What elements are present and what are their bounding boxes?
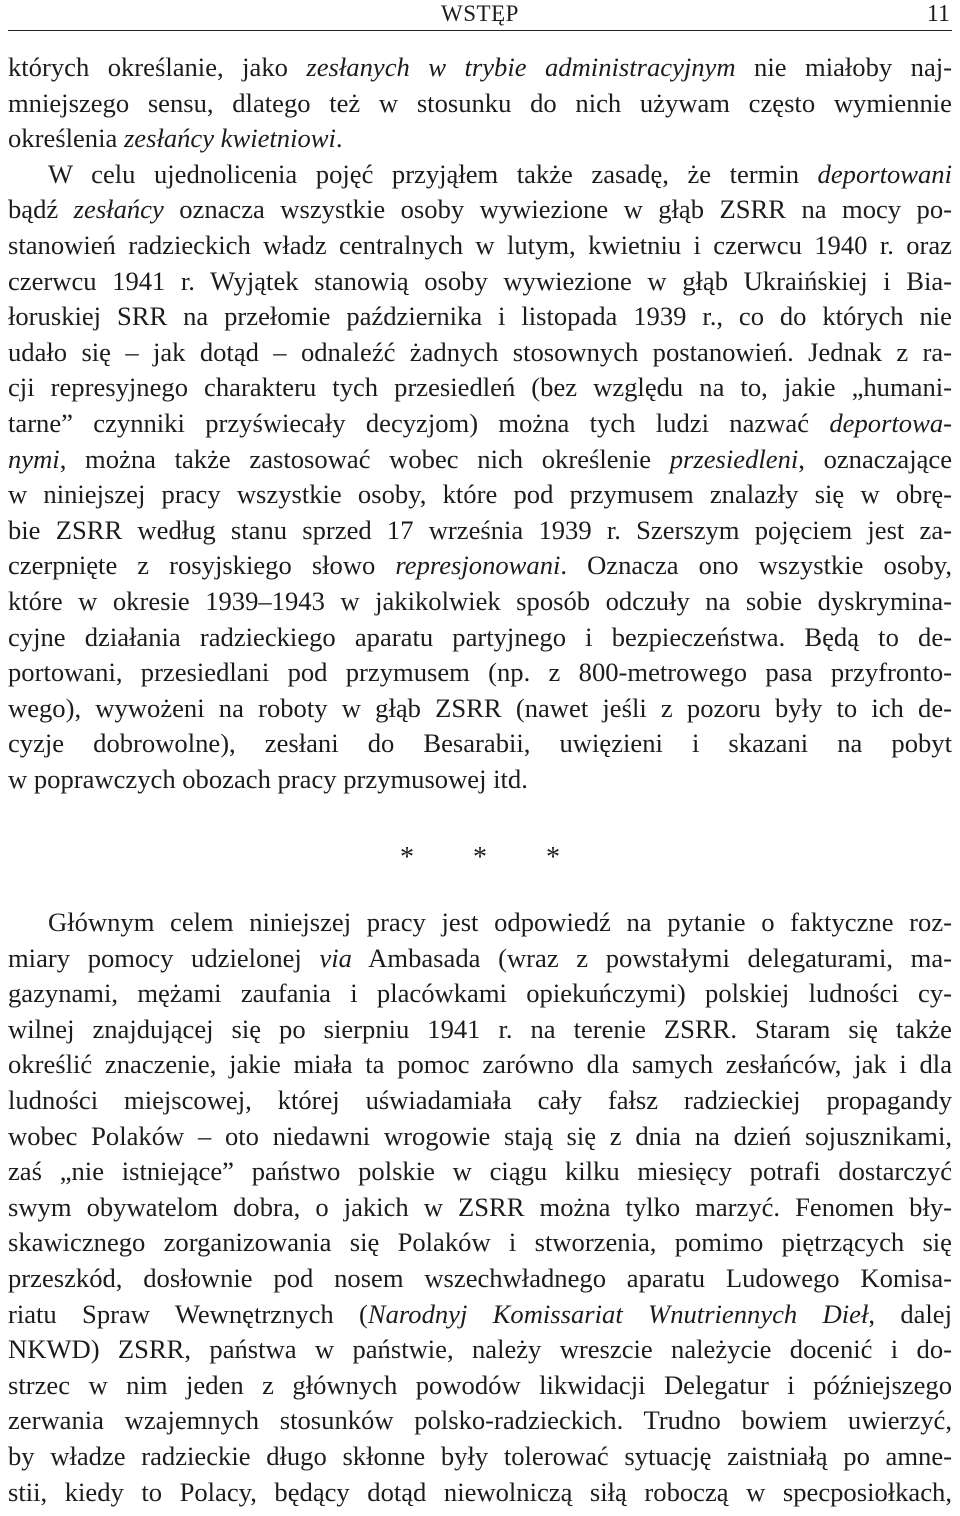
text-run: Ambasada (wraz z powstałymi delegaturami, ma- <box>351 942 952 973</box>
page-number: 11 <box>926 1 950 27</box>
section-divider: * * * <box>400 842 586 873</box>
text-run: udało się – jak dotąd – odnaleźć żadnych stosownych postanowień. Jednak z ra- <box>8 336 952 367</box>
italic-text-run: zesłańcy kwietniowi <box>123 123 336 154</box>
text-run: nie miałoby naj- <box>735 52 952 82</box>
text-run: zaś „nie istniejące” państwo polskie w ciągu kilku miesięcy potrafi dostarczyć <box>8 1156 952 1187</box>
text-line <box>8 1083 952 1119</box>
text-line <box>8 726 952 762</box>
text-run: wobec Polaków – oto niedawni wrogowie stają się z dnia na dzień sojusznikami, <box>8 1120 952 1151</box>
text-run: cji represyjnego charakteru tych przesiedleń (bez względu na to, jakie „humani- <box>8 372 952 403</box>
text-line <box>8 192 952 228</box>
italic-text-run: zesłanych w trybie administracyjnym <box>306 52 736 82</box>
text-line <box>8 228 952 264</box>
text-line <box>8 1190 952 1226</box>
text-line <box>8 335 952 371</box>
text-line <box>8 442 952 478</box>
text-run: swym obywatelom dobra, o jakich w ZSRR można tylko marzyć. Fenomen bły- <box>8 1191 952 1222</box>
running-header <box>8 0 952 31</box>
text-line <box>8 1403 952 1439</box>
text-run: , można także zastosować wobec nich określenie <box>59 443 670 474</box>
text-run: określić znaczenie, jakie miała ta pomoc zarówno dla samych zesłańców, jak i dla <box>8 1049 952 1080</box>
text-run: przeszkód, dosłownie pod nosem wszechwładnego aparatu Ludowego Komisa- <box>8 1262 952 1293</box>
text-run: . <box>335 123 343 154</box>
text-line <box>8 1119 952 1155</box>
text-line <box>8 1439 952 1475</box>
text-run: gazynami, mężami zaufania i placówkami opiekuńczymi) polskiej ludności cy- <box>8 978 952 1009</box>
text-line <box>8 157 952 193</box>
text-line <box>8 1225 952 1261</box>
text-run: stii, kiedy to Polacy, będący dotąd niewolniczą siłą roboczą w specposiołkach, <box>8 1476 952 1507</box>
text-line <box>8 1332 952 1368</box>
text-run: , dalej <box>868 1298 953 1329</box>
text-line <box>8 299 952 335</box>
italic-text-run: via <box>319 942 352 973</box>
text-run: wilnej znajdującej się po sierpniu 1941 r. na terenie ZSRR. Staram się także <box>8 1013 952 1044</box>
text-run: strzec w nim jeden z głównych powodów likwidacji Delegatur i późniejszego <box>8 1369 952 1400</box>
italic-text-run: nymi <box>8 443 60 474</box>
text-line <box>8 905 952 941</box>
text-run: portowani, przesiedlani pod przymusem (np. z 800-metrowego pasa przyfronto- <box>8 657 952 688</box>
text-line <box>8 1047 952 1083</box>
text-run: W celu ujednolicenia pojęć przyjąłem także zasadę, że termin <box>48 158 818 189</box>
text-run: skawicznego zorganizowania się Polaków i stworzenia, pomimo piętrzących się <box>8 1227 952 1258</box>
text-line <box>8 762 952 798</box>
text-run: oznacza wszystkie osoby wywiezione w głąb ZSRR na mocy po- <box>163 194 952 225</box>
text-run: mniejszego sensu, dlatego też w stosunku do nich używam często wymiennie <box>8 87 952 118</box>
text-run: cyjne działania radzieckiego aparatu partyjnego i bezpieczeństwa. Będą to de- <box>8 621 952 652</box>
text-line <box>8 1261 952 1297</box>
text-run: stanowień radzieckich władz centralnych w lutym, kwietniu i czerwcu 1940 r. oraz <box>8 229 952 260</box>
text-run: w niniejszej pracy wszystkie osoby, które pod przymusem znalazły się w obrę- <box>8 479 952 510</box>
italic-text-run: Narodnyj Komissariat Wnutriennych Dieł <box>367 1298 869 1329</box>
paragraph-3 <box>8 905 952 1510</box>
text-run: cyzje dobrowolne), zesłani do Besarabii, uwięzieni i skazani na pobyt <box>8 728 952 759</box>
text-run: , oznaczające <box>798 443 952 474</box>
text-line <box>8 1475 952 1511</box>
text-run: bie ZSRR według stanu sprzed 17 września 1939 r. Szerszym pojęciem jest za- <box>8 514 952 545</box>
text-run: czerwcu 1941 r. Wyjątek stanowią osoby wywiezione w głąb Ukraińskiej i Bia- <box>8 265 952 296</box>
text-run: określenia <box>8 123 124 154</box>
text-run: by władze radzieckie długo skłonne były tolerować sytuację zaistniałą po amne- <box>8 1440 952 1471</box>
italic-text-run: represjonowani <box>395 550 561 581</box>
text-line <box>8 477 952 513</box>
text-line <box>8 655 952 691</box>
text-run: miary pomocy udzielonej <box>8 942 320 973</box>
text-line <box>8 941 952 977</box>
text-line <box>8 976 952 1012</box>
text-line <box>8 584 952 620</box>
text-line <box>8 691 952 727</box>
text-line <box>8 513 952 549</box>
text-line <box>8 548 952 584</box>
text-block-bottom <box>8 905 952 1510</box>
text-line <box>8 1297 952 1333</box>
text-run: ludności miejscowej, której uświadamiała cały fałsz radzieckiej propagandy <box>8 1084 952 1115</box>
paragraph-1 <box>8 50 952 157</box>
text-line <box>8 406 952 442</box>
text-line <box>8 86 952 122</box>
chapter-title: WSTĘP <box>441 1 519 26</box>
text-line <box>8 50 952 86</box>
text-run: bądź <box>8 194 74 225</box>
text-run: Głównym celem niniejszej pracy jest odpowiedź na pytanie o faktyczne roz- <box>48 907 952 937</box>
text-line <box>8 121 952 157</box>
text-line <box>8 1368 952 1404</box>
italic-text-run: deportowani <box>817 158 952 189</box>
text-line <box>8 370 952 406</box>
text-line <box>8 1154 952 1190</box>
text-run: riatu Spraw Wewnętrznych ( <box>8 1298 368 1329</box>
text-run: które w okresie 1939–1943 w jakikolwiek sposób odczuły na sobie dyskrymina- <box>8 585 952 616</box>
italic-text-run: deportowa- <box>829 407 952 438</box>
text-line <box>8 620 952 656</box>
text-run: wego), wywożeni na roboty w głąb ZSRR (nawet jeśli z pozoru były to ich de- <box>8 692 952 723</box>
text-run: . Oznacza ono wszystkie osoby, <box>560 550 952 581</box>
text-line <box>8 1012 952 1048</box>
text-run: w poprawczych obozach pracy przymusowej itd. <box>8 763 528 794</box>
text-run: tarne” czynniki przyświecały decyzjom) można tych ludzi nazwać <box>8 407 830 438</box>
text-run: zerwania wzajemnych stosunków polsko-radzieckich. Trudno bowiem uwierzyć, <box>8 1405 952 1436</box>
text-run: NKWD) ZSRR, państwa w państwie, należy wreszcie należycie docenić i do- <box>8 1334 952 1365</box>
text-run: czerpnięte z rosyjskiego słowo <box>8 550 396 581</box>
text-block-top <box>8 50 952 797</box>
italic-text-run: przesiedleni <box>669 443 799 474</box>
text-line <box>8 264 952 300</box>
text-run: których określanie, jako <box>8 52 307 82</box>
text-run: łoruskiej SRR na przełomie października i listopada 1939 r., co do których nie <box>8 301 952 332</box>
paragraph-2 <box>8 157 952 798</box>
italic-text-run: zesłańcy <box>73 194 164 225</box>
